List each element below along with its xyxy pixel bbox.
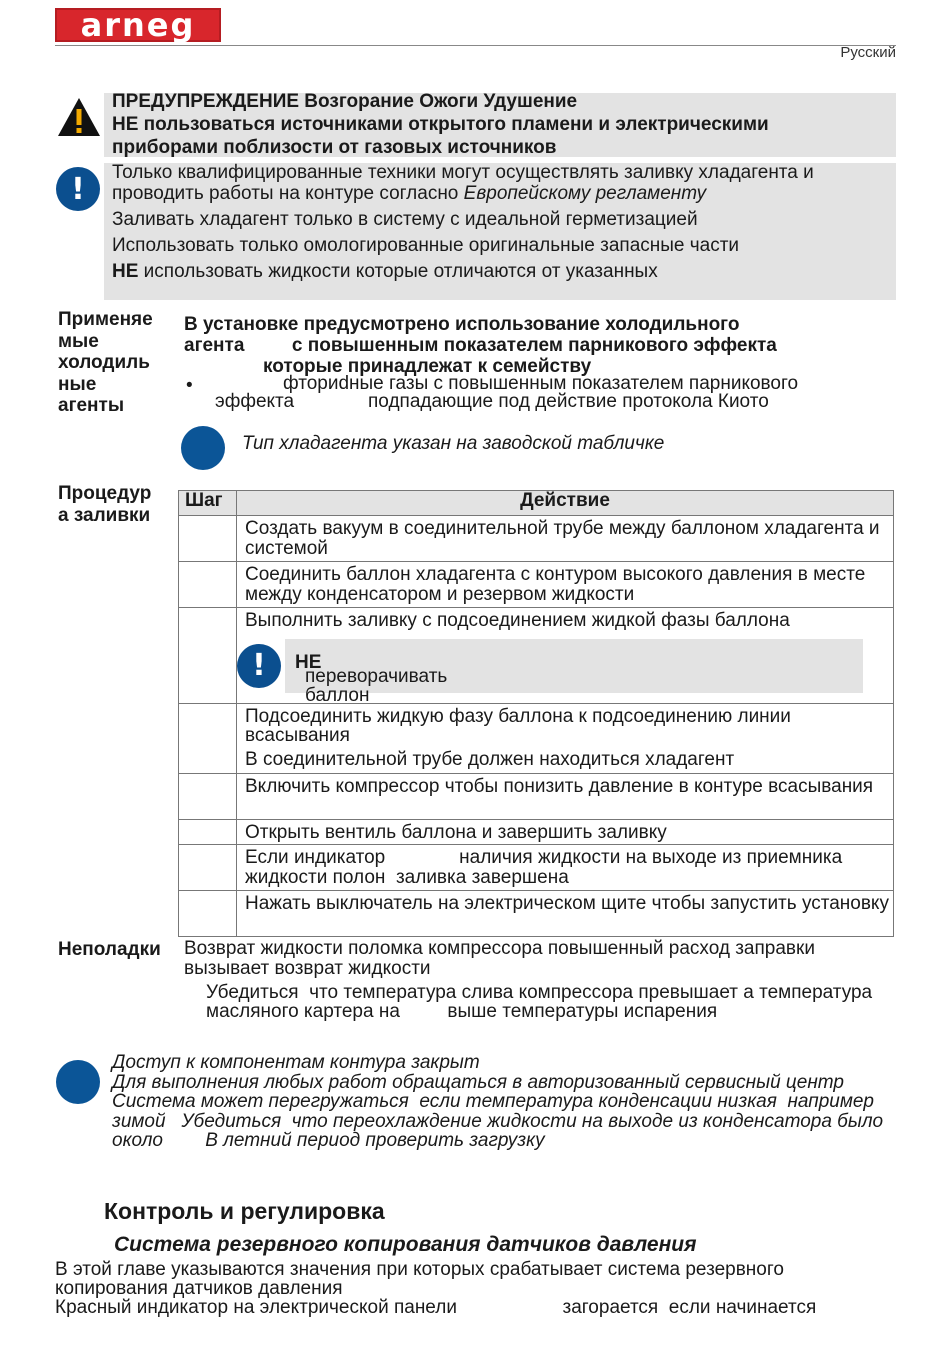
table-row: [179, 819, 894, 845]
label-line: холодиль: [58, 352, 150, 373]
step-cell: [179, 562, 237, 608]
exclamation-icon: !: [237, 644, 281, 688]
section-body: [55, 1260, 895, 1317]
label-line: Применяе: [58, 309, 153, 330]
table-row: [179, 703, 894, 773]
inner-warning-text: [295, 651, 448, 706]
step-cell: [179, 703, 237, 773]
info-dot-icon: [181, 426, 225, 470]
label-line: ные: [58, 373, 97, 395]
refrigerants-label: [58, 309, 153, 417]
step-cell: [179, 516, 237, 562]
info-text: [112, 162, 892, 282]
info-paragraph: Заливать хладагент только в систему с идеальной герметизацией: [112, 209, 698, 230]
action-text: В соединительной трубе должен находиться хладагент: [245, 748, 735, 770]
label-line: агенты: [58, 395, 125, 416]
troubles-remedy: Убедиться что температура слива компрессора превышает а температура масляного картера на выше температуры испарения: [206, 982, 878, 1022]
info-text-italic: Европейскому регламенту: [463, 183, 707, 204]
note-line: Доступ к компонентам контура закрыт: [112, 1052, 480, 1073]
label-line: Процедур: [58, 483, 152, 504]
step-cell: [179, 608, 237, 704]
refrigerants-bullet-text: [215, 375, 895, 411]
procedure-label: [58, 483, 151, 526]
inner-warning-rest: переворачивать баллон: [305, 665, 448, 706]
action-cell: Если индикатор наличия жидкости на выходе из приемника жидкости полон заливка завершена: [237, 845, 894, 891]
table-row: [179, 562, 894, 608]
note-line: Для выполнения любых работ обращаться в авторизованный сервисный центр: [112, 1071, 844, 1093]
bullet-line: фториdные газы с повышенным показателем парникового: [283, 373, 799, 394]
info-text-normal: использовать жидкости которые отличаются от указанных: [138, 261, 658, 282]
table-row: [179, 516, 894, 562]
refrigerants-title: [184, 314, 894, 377]
procedure-table: [178, 490, 894, 937]
title-line: агента с повышенным показателем парникового эффекта: [184, 335, 777, 356]
step-cell: [179, 819, 237, 845]
action-cell: [237, 703, 894, 773]
label-line: мые: [58, 330, 99, 352]
bullet: •: [186, 375, 193, 396]
action-cell: [237, 608, 894, 704]
step-cell: [179, 845, 237, 891]
action-cell: Соединить баллон хладагента с контуром высокого давления в месте между конденсатором и резервом жидкости: [237, 562, 894, 608]
info-dot-icon: [56, 1060, 100, 1104]
action-cell: Создать вакуум в соединительной трубе между баллоном хладагента и системой: [237, 516, 894, 562]
action-text: Подсоединить жидкую фазу баллона к подсоединению линии всасывания: [245, 705, 791, 746]
table-row: [179, 773, 894, 819]
warning-title: ПРЕДУПРЕЖДЕНИЕ Возгорание Ожоги Удушение: [112, 91, 578, 112]
step-cell: [179, 891, 237, 937]
table-row: [179, 608, 894, 704]
step-cell: [179, 773, 237, 819]
arneg-logo: arneg: [55, 8, 221, 42]
access-note: [112, 1053, 902, 1151]
column-header-step: Шаг: [179, 491, 237, 516]
action-cell: Открыть вентиль баллона и завершить заливку: [237, 819, 894, 845]
info-paragraph: [112, 261, 892, 282]
info-paragraph: Использовать только омологированные оригинальные запасные части: [112, 235, 740, 256]
header-divider: [55, 45, 896, 46]
column-header-action: Действие: [237, 491, 894, 516]
info-bold: НЕ: [112, 261, 139, 282]
table-row: [179, 845, 894, 891]
body-paragraph: В этой главе указываются значения при которых срабатывает система резервного копирования датчиков давления: [55, 1259, 784, 1299]
warning-text: [112, 90, 892, 159]
troubles-label: Неполадки: [58, 939, 161, 960]
action-text: Выполнить заливку с подсоединением жидкой фазы баллона: [245, 610, 790, 631]
table-row: [179, 891, 894, 937]
note-line: Система может перегружаться если температура конденсации низкая например зимой Убедиться что переохлаждение жидкости на выходе из конденсатора было около В летний период проверить загрузку: [112, 1091, 889, 1151]
title-line: которые принадлежат к семейству: [263, 356, 592, 377]
body-paragraph: Красный индикатор на электрической панели загорается если начинается: [55, 1297, 817, 1318]
title-line: В установке предусмотрено использование холодильного: [184, 314, 740, 335]
bullet-line: эффекта подпадающие под действие протокола Киото: [215, 391, 769, 412]
warning-line: приборами поблизости от газовых источников: [112, 137, 557, 158]
section-subheading: Система резервного копирования датчиков давления: [114, 1233, 697, 1256]
inner-warning-bold: НЕ: [295, 651, 322, 673]
section-heading: Контроль и регулировка: [104, 1198, 385, 1224]
label-line: а заливки: [58, 504, 151, 526]
refrigerant-note: Тип хладагента указан на заводской табличке: [242, 433, 665, 454]
info-text-normal: Только квалифицированные техники могут осуществлять заливку хладагента и проводить работы на контуре согласно: [112, 162, 814, 204]
inner-warning-box: [252, 639, 863, 706]
warning-triangle-icon: [56, 96, 102, 138]
action-cell: Нажать выключатель на электрическом щите чтобы запустить установку: [237, 891, 894, 937]
exclamation-icon: !: [56, 167, 100, 211]
language-label: Русский: [840, 44, 896, 61]
troubles-text: Возврат жидкости поломка компрессора повышенный расход заправки вызывает возврат жидкости: [184, 938, 815, 979]
action-cell: Включить компрессор чтобы понизить давление в контуре всасывания: [237, 773, 894, 819]
info-paragraph: [112, 162, 892, 204]
warning-line: НЕ пользоваться источниками открытого пламени и электрическими: [112, 114, 769, 135]
table-header-row: [179, 491, 894, 516]
